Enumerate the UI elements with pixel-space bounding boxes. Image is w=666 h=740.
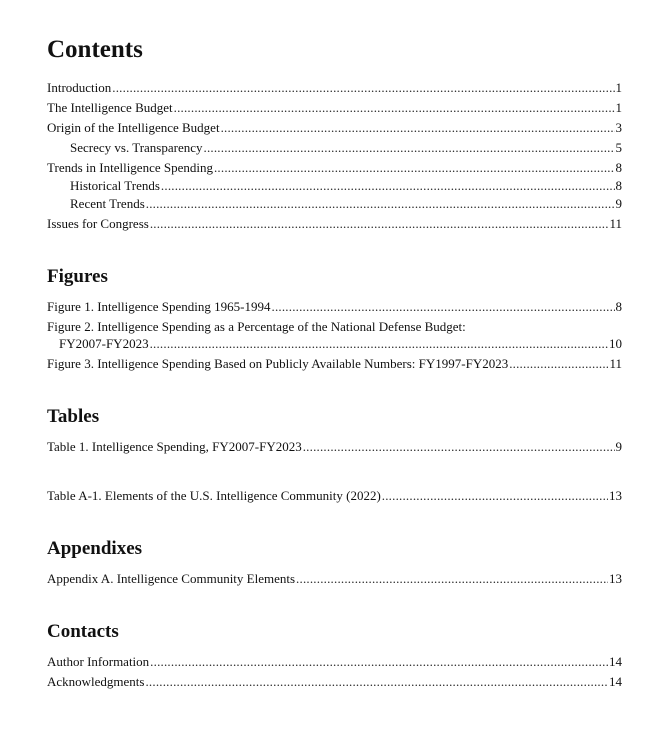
figure-entry-label: Figure 3. Intelligence Spending Based on Publicly Available Numbers: FY1997-FY2023	[47, 356, 509, 371]
toc-page-number: 8	[615, 160, 622, 175]
toc-entry-secrecy[interactable]	[70, 139, 622, 156]
contact-entry-label: Author Information	[47, 654, 150, 669]
toc-page-number: 3	[615, 120, 622, 135]
contact-page-number: 14	[609, 654, 622, 669]
toc-entry-trends[interactable]	[47, 159, 622, 176]
toc-entry-label: Historical Trends	[70, 178, 160, 193]
table-entry-label: Table A-1. Elements of the U.S. Intelligence Community (2022)	[47, 488, 381, 503]
appendix-page-number: 13	[609, 571, 622, 586]
dot-leader	[221, 119, 615, 136]
dot-leader	[214, 159, 615, 176]
toc-page-number: 9	[615, 196, 622, 211]
toc-page-number: 5	[615, 140, 622, 155]
toc-entry-label: Introduction	[47, 80, 112, 95]
appendix-entry-a[interactable]	[47, 570, 622, 587]
toc-entry-historical-trends[interactable]	[70, 177, 622, 194]
contents-heading: Contents	[47, 36, 143, 63]
toc-entry-label: Secrecy vs. Transparency	[70, 140, 203, 155]
tables-heading: Tables	[47, 406, 100, 427]
dot-leader	[272, 298, 615, 315]
figure-page-number: 10	[609, 336, 622, 351]
contacts-heading: Contacts	[47, 621, 119, 642]
toc-entry-label: Issues for Congress	[47, 216, 149, 231]
toc-page-number: 1	[615, 100, 622, 115]
contact-page-number: 14	[609, 674, 622, 689]
toc-entry-label: Origin of the Intelligence Budget	[47, 120, 220, 135]
dot-leader	[150, 215, 609, 232]
table-page-number: 9	[615, 439, 622, 454]
toc-entry-origin[interactable]	[47, 119, 622, 136]
figure-entry-2-line1[interactable]: Figure 2. Intelligence Spending as a Percentage of the National Defense Budget:	[47, 319, 466, 334]
dot-leader	[174, 99, 615, 116]
figure-entry-label: FY2007-FY2023	[59, 336, 149, 351]
dot-leader	[204, 139, 615, 156]
toc-entry-introduction[interactable]	[47, 79, 622, 96]
figure-entry-label: Figure 1. Intelligence Spending 1965-1994	[47, 299, 271, 314]
toc-page-number: 11	[609, 216, 622, 231]
dot-leader	[296, 570, 608, 587]
toc-page-number: 1	[615, 80, 622, 95]
figure-page-number: 8	[615, 299, 622, 314]
dot-leader	[303, 438, 615, 455]
dot-leader	[150, 335, 608, 352]
figure-entry-2[interactable]	[59, 335, 622, 352]
toc-page-number: 8	[615, 178, 622, 193]
dot-leader	[145, 673, 608, 690]
toc-entry-label: The Intelligence Budget	[47, 100, 173, 115]
figure-page-number: 11	[609, 356, 622, 371]
dot-leader	[112, 79, 614, 96]
toc-entry-intelligence-budget[interactable]	[47, 99, 622, 116]
contact-entry-acknowledgments[interactable]	[47, 673, 622, 690]
appendix-entry-label: Appendix A. Intelligence Community Elements	[47, 571, 296, 586]
table-entry-1[interactable]	[47, 438, 622, 455]
dot-leader	[509, 355, 608, 372]
toc-entry-issues-for-congress[interactable]	[47, 215, 622, 232]
figure-entry-3[interactable]	[47, 355, 622, 372]
contact-entry-author-information[interactable]	[47, 653, 622, 670]
figure-entry-1[interactable]	[47, 298, 622, 315]
toc-entry-recent-trends[interactable]	[70, 195, 622, 212]
appendixes-heading: Appendixes	[47, 538, 143, 559]
figures-heading: Figures	[47, 266, 108, 287]
table-entry-a1[interactable]	[47, 487, 622, 504]
dot-leader	[382, 487, 608, 504]
contact-entry-label: Acknowledgments	[47, 674, 145, 689]
dot-leader	[150, 653, 608, 670]
toc-entry-label: Recent Trends	[70, 196, 145, 211]
table-entry-label: Table 1. Intelligence Spending, FY2007-FY2023	[47, 439, 302, 454]
dot-leader	[161, 177, 615, 194]
toc-entry-label: Trends in Intelligence Spending	[47, 160, 213, 175]
table-page-number: 13	[609, 488, 622, 503]
dot-leader	[146, 195, 615, 212]
